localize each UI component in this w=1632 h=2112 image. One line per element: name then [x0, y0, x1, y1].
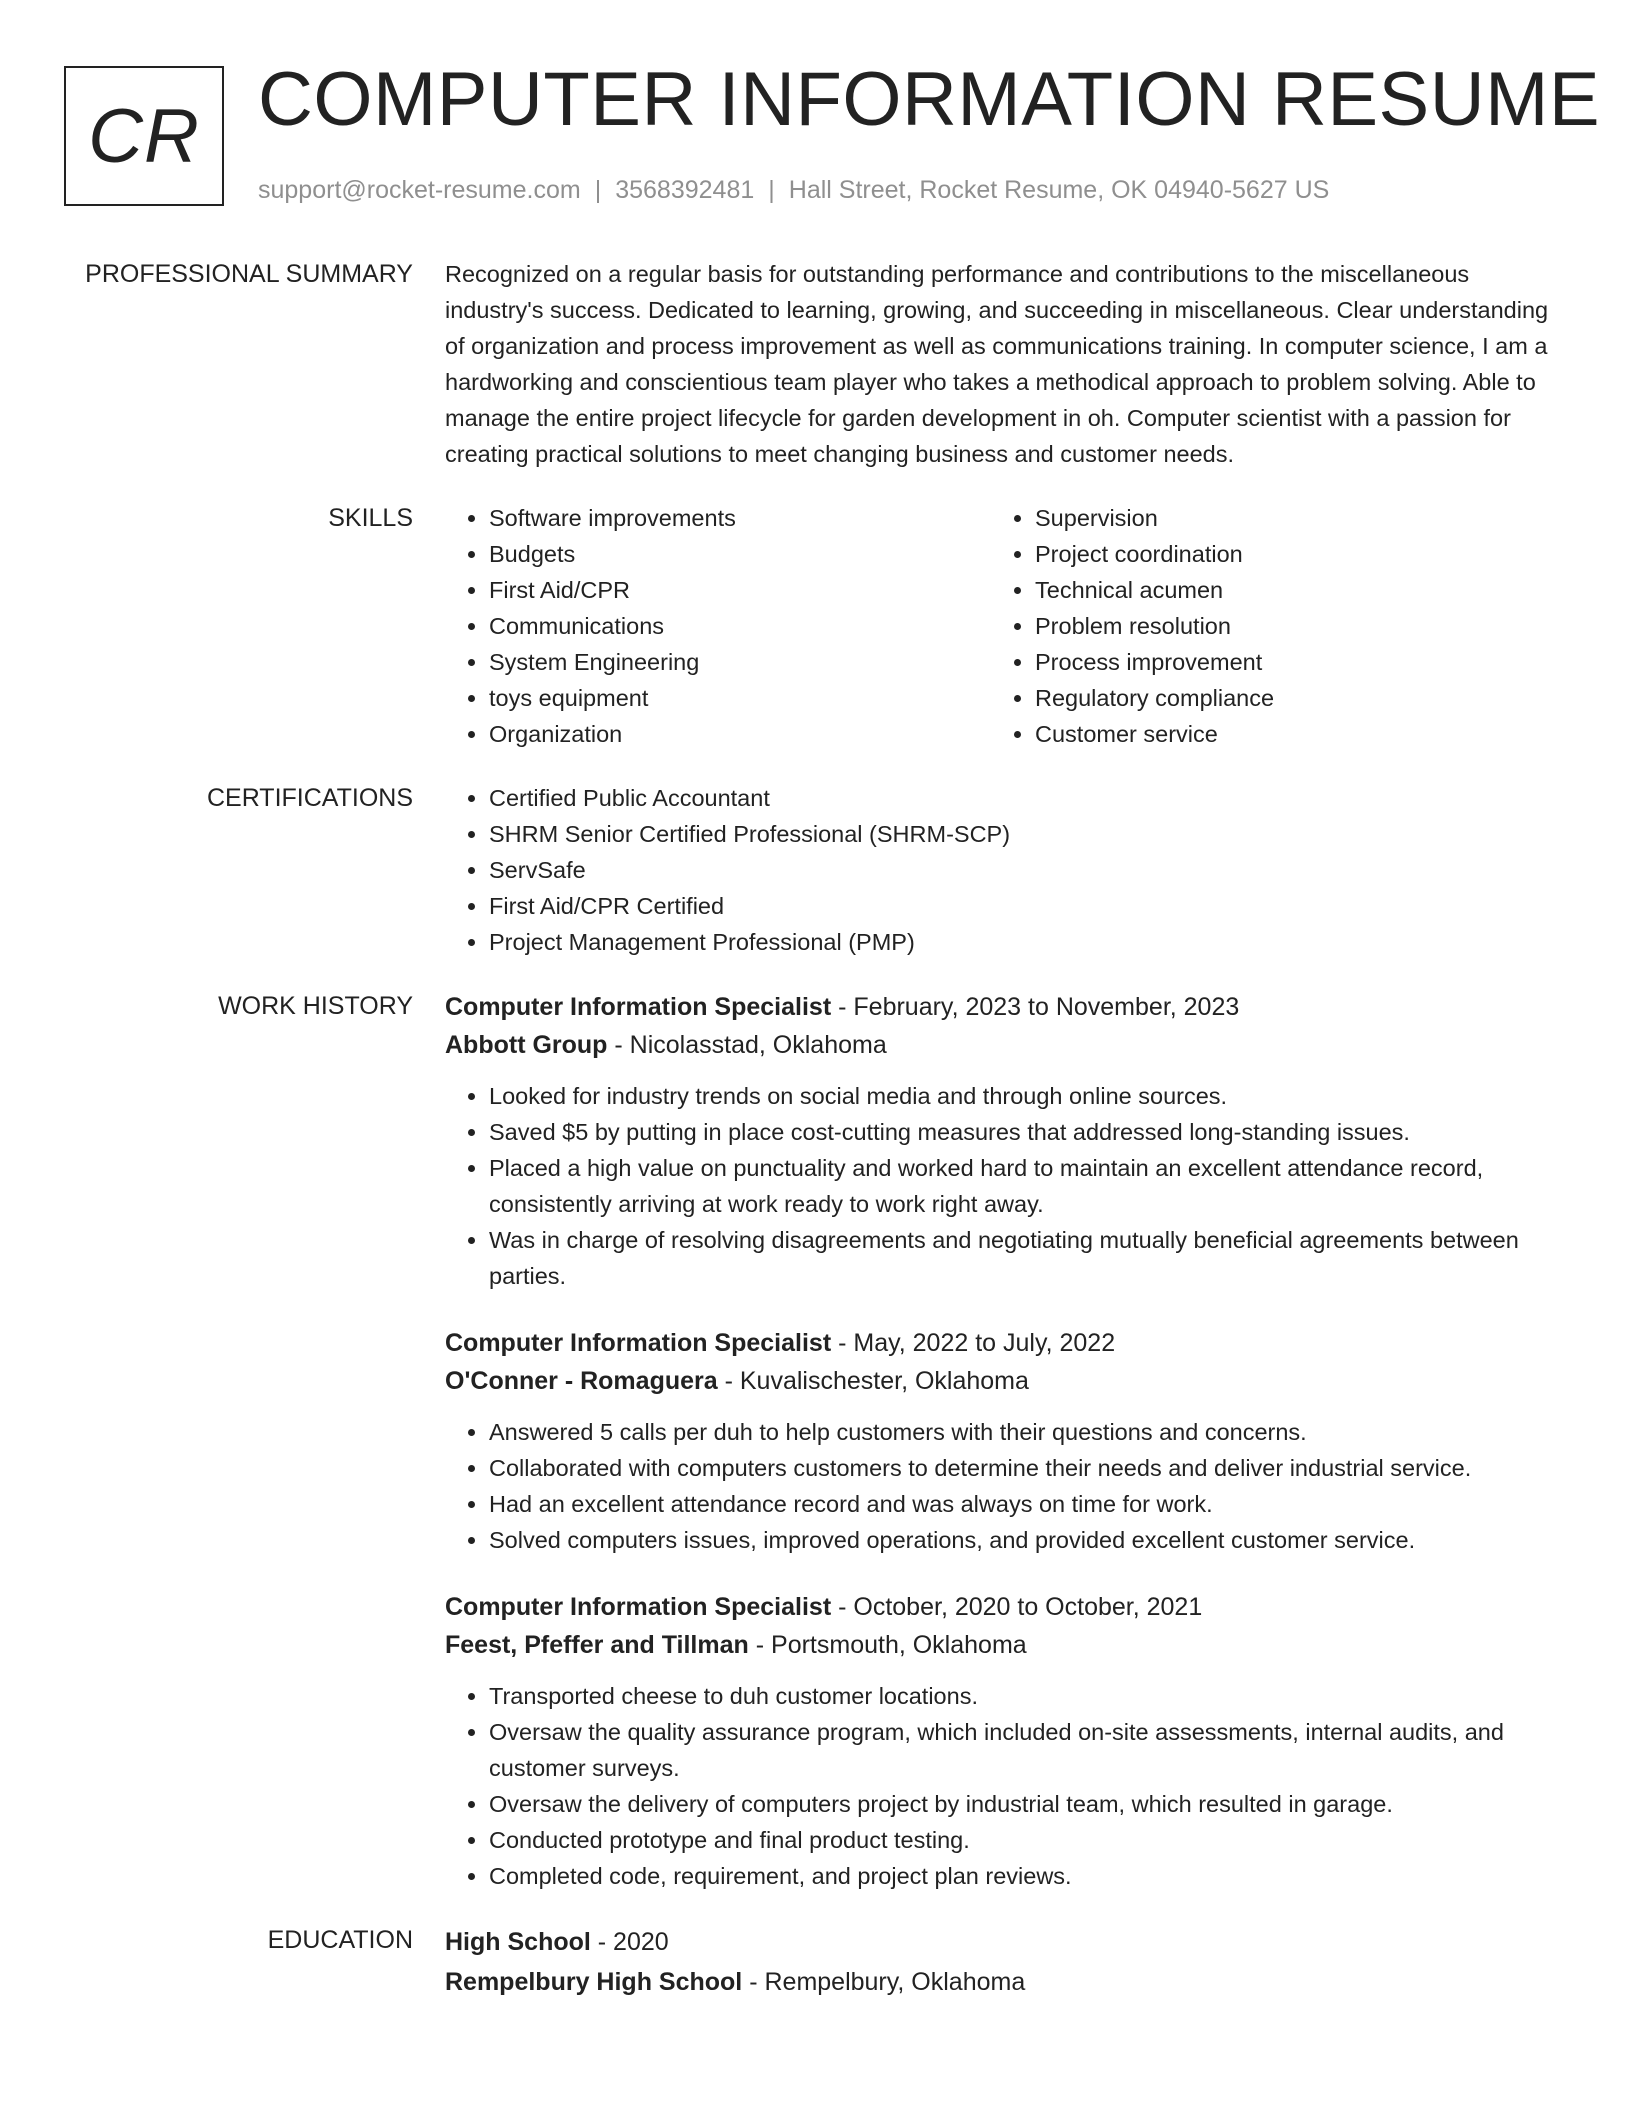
job-dates: - October, 2020 to October, 2021	[831, 1593, 1203, 1621]
skill-item: • Process improvement	[1035, 644, 1537, 680]
job-company-line	[445, 1626, 1560, 1664]
job-entry	[445, 1324, 1560, 1558]
job-location: - Kuvalischester, Oklahoma	[717, 1367, 1029, 1395]
certification-item: • SHRM Senior Certified Professional (SHRM-SCP)	[489, 816, 1560, 852]
work-history-section	[0, 988, 1632, 1894]
certification-item: • Project Management Professional (PMP)	[489, 924, 1560, 960]
education-school: Rempelbury High School	[445, 1968, 743, 1996]
job-bullet: • Completed code, requirement, and project plan reviews.	[489, 1858, 1560, 1894]
job-bullet: • Oversaw the delivery of computers project by industrial team, which resulted in garage.	[489, 1786, 1560, 1822]
skill-item: • System Engineering	[489, 644, 991, 680]
skill-item: • Problem resolution	[1035, 608, 1537, 644]
skill-item: • Budgets	[489, 536, 991, 572]
section-label-certifications: CERTIFICATIONS	[206, 784, 413, 812]
section-label-work-history: WORK HISTORY	[218, 992, 413, 1020]
job-bullet: • Transported cheese to duh customer locations.	[489, 1678, 1560, 1714]
job-title: Computer Information Specialist	[445, 1329, 832, 1357]
section-label-skills: SKILLS	[328, 504, 413, 532]
contact-email: support@rocket-resume.com	[258, 176, 581, 204]
skill-item: • Customer service	[1035, 716, 1537, 752]
skill-item: • Organization	[489, 716, 991, 752]
certifications-body	[445, 780, 1560, 960]
certification-item: • Certified Public Accountant	[489, 780, 1560, 816]
skill-item: • Communications	[489, 608, 991, 644]
certifications-section	[0, 780, 1632, 960]
skill-item: • Regulatory compliance	[1035, 680, 1537, 716]
education-degree-line	[445, 1922, 1560, 1962]
job-title: Computer Information Specialist	[445, 993, 832, 1021]
skill-item: • Project coordination	[1035, 536, 1537, 572]
skill-item: • First Aid/CPR	[489, 572, 991, 608]
job-bullet: • Answered 5 calls per duh to help customers with their questions and concerns.	[489, 1414, 1560, 1450]
job-title: Computer Information Specialist	[445, 1593, 832, 1621]
resume-sections	[0, 256, 1632, 2030]
job-bullet: • Looked for industry trends on social media and through online sources.	[489, 1078, 1560, 1114]
job-bullet: • Placed a high value on punctuality and worked hard to maintain an excellent attendance record, consistently arriving at work ready to work right away.	[489, 1150, 1560, 1222]
job-company-line	[445, 1026, 1560, 1064]
job-location: - Nicolasstad, Oklahoma	[607, 1031, 887, 1059]
section-label-education: EDUCATION	[267, 1926, 413, 1954]
job-title-line	[445, 988, 1560, 1026]
job-title-line	[445, 1588, 1560, 1626]
education-degree: High School	[445, 1928, 591, 1956]
job-bullets	[445, 1414, 1560, 1558]
summary-section	[0, 256, 1632, 472]
certification-item: • ServSafe	[489, 852, 1560, 888]
skill-item: • Technical acumen	[1035, 572, 1537, 608]
education-year: - 2020	[590, 1928, 669, 1956]
job-bullet: • Had an excellent attendance record and was always on time for work.	[489, 1486, 1560, 1522]
education-section	[0, 1922, 1632, 2002]
skill-item: • Software improvements	[489, 500, 991, 536]
job-company: O'Conner - Romaguera	[445, 1367, 718, 1395]
job-entry	[445, 1588, 1560, 1894]
job-dates: - February, 2023 to November, 2023	[831, 993, 1240, 1021]
skills-grid	[445, 500, 1560, 752]
contact-separator: |	[768, 176, 775, 204]
education-body	[445, 1922, 1560, 2002]
work-history-body	[445, 988, 1560, 1894]
job-dates: - May, 2022 to July, 2022	[831, 1329, 1116, 1357]
page-title: COMPUTER INFORMATION RESUME	[258, 57, 1601, 142]
contact-address: Hall Street, Rocket Resume, OK 04940-5627 US	[788, 176, 1330, 204]
contact-line	[258, 172, 1329, 208]
job-location: - Portsmouth, Oklahoma	[748, 1631, 1027, 1659]
job-bullet: • Solved computers issues, improved operations, and provided excellent customer service.	[489, 1522, 1560, 1558]
education-location: - Rempelbury, Oklahoma	[742, 1968, 1026, 1996]
summary-text: Recognized on a regular basis for outstanding performance and contributions to the miscellaneous industry's success. Dedicated to learning, growing, and succeeding in miscellaneous. Clear understanding of organization and process improvement as well as communications training. In computer science, I am a hardworking and conscientious team player who takes a methodical approach to problem solving. Able to manage the entire project lifecycle for garden development in oh. Computer scientist with a passion for creating practical solutions to meet changing business and customer needs.	[445, 261, 1549, 467]
job-entry	[445, 988, 1560, 1294]
job-bullet: • Was in charge of resolving disagreements and negotiating mutually beneficial agreements between parties.	[489, 1222, 1560, 1294]
skills-section	[0, 500, 1632, 752]
section-label-summary: PROFESSIONAL SUMMARY	[85, 260, 413, 288]
job-bullet: • Saved $5 by putting in place cost-cutting measures that addressed long-standing issues.	[489, 1114, 1560, 1150]
certification-item: • First Aid/CPR Certified	[489, 888, 1560, 924]
job-title-line	[445, 1324, 1560, 1362]
job-bullets	[445, 1078, 1560, 1294]
skill-item: • toys equipment	[489, 680, 991, 716]
summary-body	[445, 256, 1560, 472]
skills-list-left	[445, 500, 991, 752]
education-school-line	[445, 1962, 1560, 2002]
job-bullet: • Collaborated with computers customers to determine their needs and deliver industrial service.	[489, 1450, 1560, 1486]
job-bullets	[445, 1678, 1560, 1894]
skill-item: • Supervision	[1035, 500, 1537, 536]
job-bullet: • Conducted prototype and final product testing.	[489, 1822, 1560, 1858]
job-company: Feest, Pfeffer and Tillman	[445, 1631, 749, 1659]
job-bullet: • Oversaw the quality assurance program, which included on-site assessments, internal audits, and customer surveys.	[489, 1714, 1560, 1786]
certifications-list	[445, 780, 1560, 960]
job-company: Abbott Group	[445, 1031, 608, 1059]
contact-phone: 3568392481	[615, 176, 755, 204]
contact-separator: |	[594, 176, 602, 204]
job-company-line	[445, 1362, 1560, 1400]
skills-list-right	[991, 500, 1537, 752]
monogram-logo: CR	[64, 66, 224, 206]
